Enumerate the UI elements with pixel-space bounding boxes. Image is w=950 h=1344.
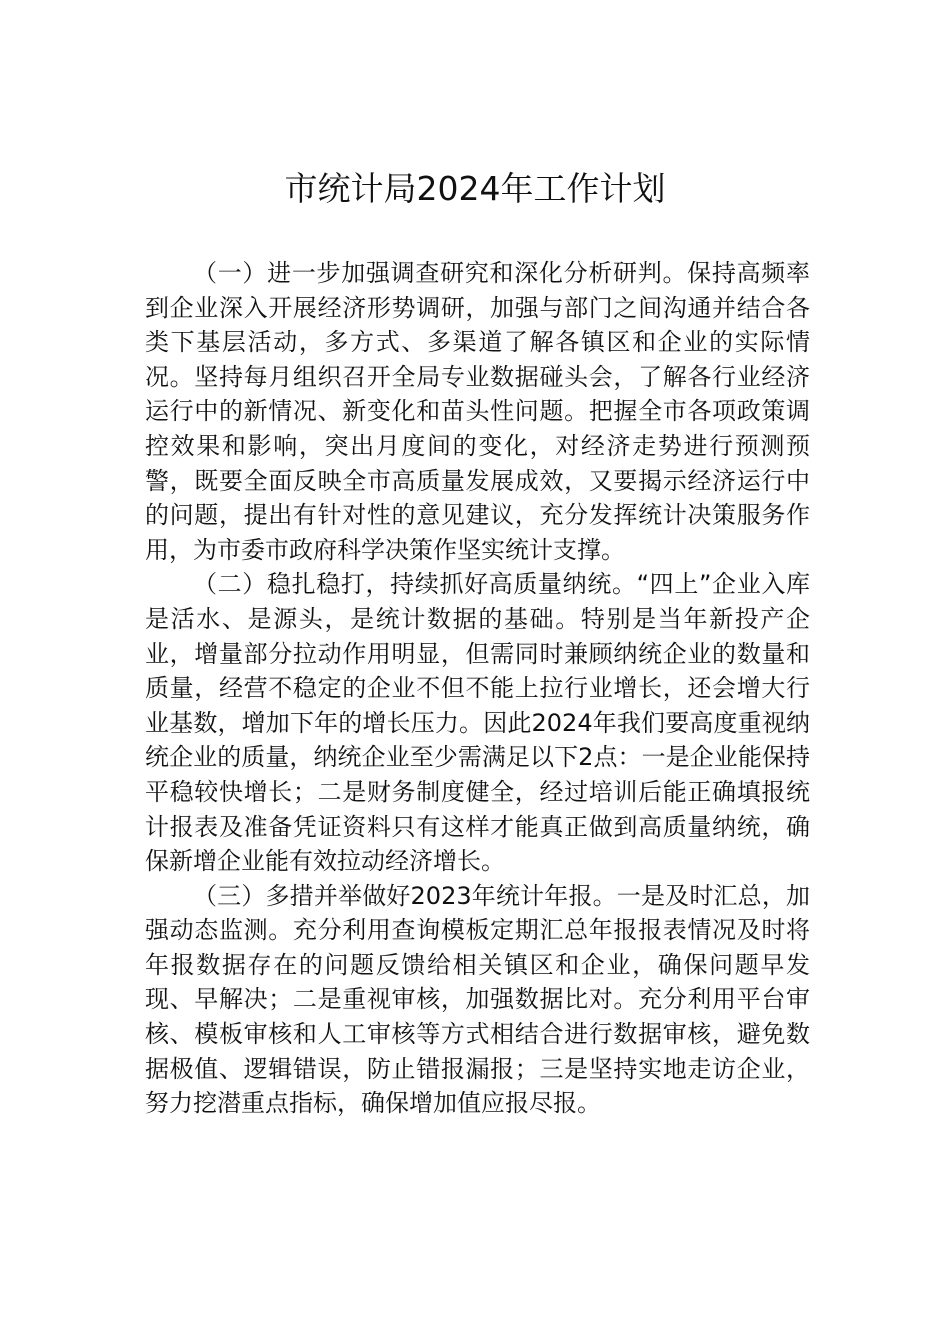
- document-body: [145, 256, 810, 1121]
- paragraph-1: （一）进一步加强调查研究和深化分析研判。保持高频率到企业深入开展经济形势调研，加强与部门之间沟通并结合各类下基层活动，多方式、多渠道了解各镇区和企业的实际情况。坚持每月组织召开全局专业数据碰头会，了解各行业经济运行中的新情况、新变化和苗头性问题。把握全市各项政策调控效果和影响，突出月度间的变化，对经济走势进行预测预警，既要全面反映全市高质量发展成效，又要揭示经济运行中的问题，提出有针对性的意见建议，充分发挥统计决策服务作用，为市委市政府科学决策作坚实统计支撑。: [145, 259, 810, 564]
- paragraph-3: （三）多措并举做好2023年统计年报。一是及时汇总，加强动态监测。充分利用查询模板定期汇总年报报表情况及时将年报数据存在的问题反馈给相关镇区和企业，确保问题早发现、早解决；二是重视审核，加强数据比对。充分利用平台审核、模板审核和人工审核等方式相结合进行数据审核，避免数据极值、逻辑错误，防止错报漏报；三是坚持实地走访企业，努力挖潜重点指标，确保增加值应报尽报。: [145, 881, 810, 1118]
- document-title: 市统计局2024年工作计划: [284, 169, 666, 208]
- paragraph-2: （二）稳扎稳打，持续抓好高质量纳统。“四上”企业入库是活水、是源头，是统计数据的基础。特别是当年新投产企业，增量部分拉动作用明显，但需同时兼顾纳统企业的数量和质量，经营不稳定的企业不但不能上拉行业增长，还会增大行业基数，增加下年的增长压力。因此2024年我们要高度重视纳统企业的质量，纳统企业至少需满足以下2点：一是企业能保持平稳较快增长；二是财务制度健全，经过培训后能正确填报统计报表及准备凭证资料只有这样才能真正做到高质量纳统，确保新增企业能有效拉动经济增长。: [145, 570, 810, 876]
